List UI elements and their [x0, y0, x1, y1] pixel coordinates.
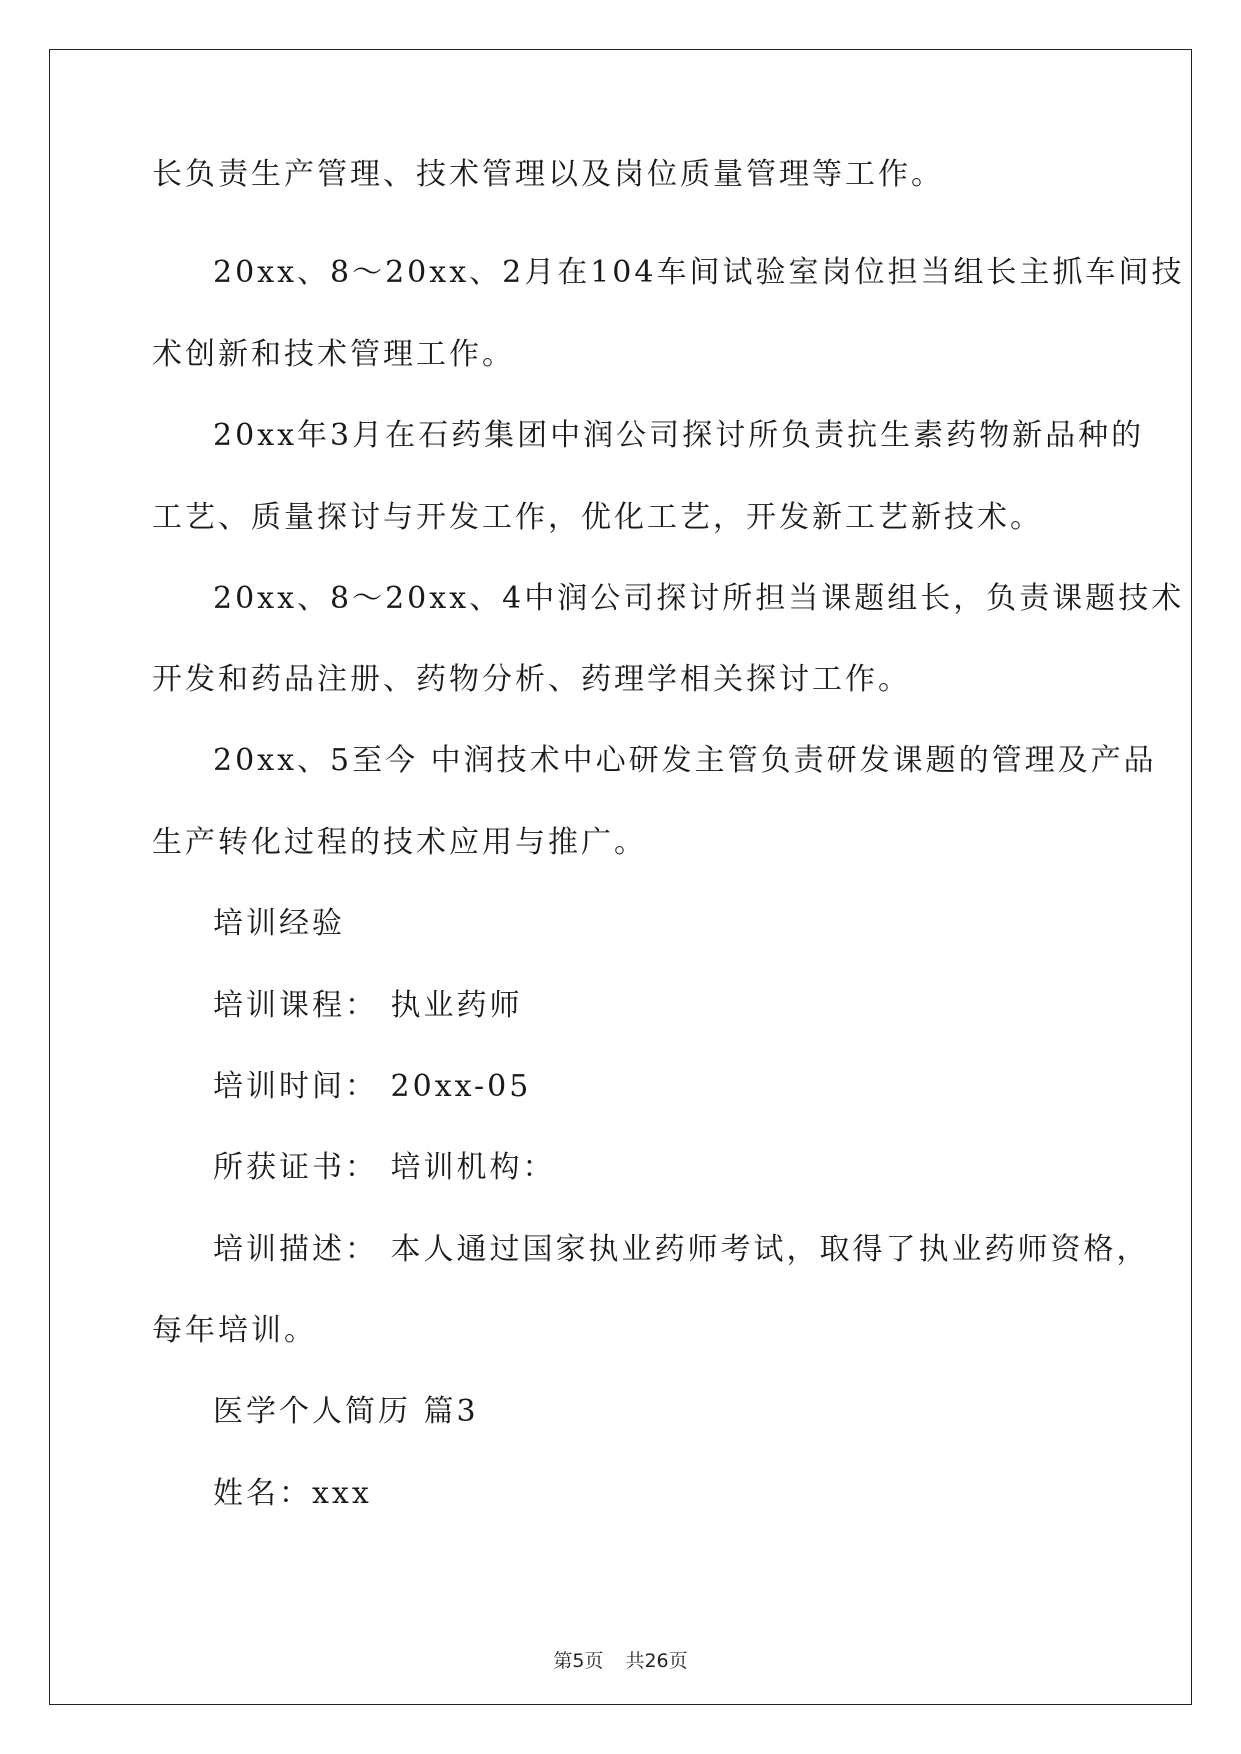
text-line: 姓名：xxx: [213, 1476, 372, 1511]
total-pages: 共26页: [625, 1650, 688, 1672]
page-footer: [0, 1646, 1241, 1673]
section-heading: 培训经验: [213, 906, 345, 941]
text-line: 培训描述： 本人通过国家执业药师考试，取得了执业药师资格，: [213, 1232, 1150, 1267]
text-line: 20xx年3月在石药集团中润公司探讨所负责抗生素药物新品种的: [213, 418, 1145, 453]
text-line: 培训课程： 执业药师: [213, 988, 523, 1023]
text-line: 每年培训。: [152, 1313, 317, 1348]
text-line: 培训时间： 20xx-05: [213, 1069, 532, 1104]
page-number: 第5页: [553, 1650, 604, 1672]
text-line: 所获证书： 培训机构：: [213, 1150, 556, 1185]
text-line: 生产转化过程的技术应用与推广。: [152, 825, 647, 860]
text-line: 20xx、5至今 中润技术中心研发主管负责研发课题的管理及产品: [213, 743, 1157, 778]
text-line: 术创新和技术管理工作。: [152, 337, 515, 372]
text-line: 20xx、8～20xx、2月在104车间试验室岗位担当组长主抓车间技: [213, 255, 1185, 290]
section-heading: 医学个人简历 篇3: [213, 1394, 479, 1429]
text-line: 开发和药品注册、药物分析、药理学相关探讨工作。: [152, 662, 911, 697]
page-border: [49, 49, 1192, 1705]
text-line: 工艺、质量探讨与开发工作，优化工艺，开发新工艺新技术。: [152, 500, 1043, 535]
text-line: 20xx、8～20xx、4中润公司探讨所担当课题组长，负责课题技术: [213, 581, 1185, 616]
text-line: 长负责生产管理、技术管理以及岗位质量管理等工作。: [152, 157, 944, 192]
